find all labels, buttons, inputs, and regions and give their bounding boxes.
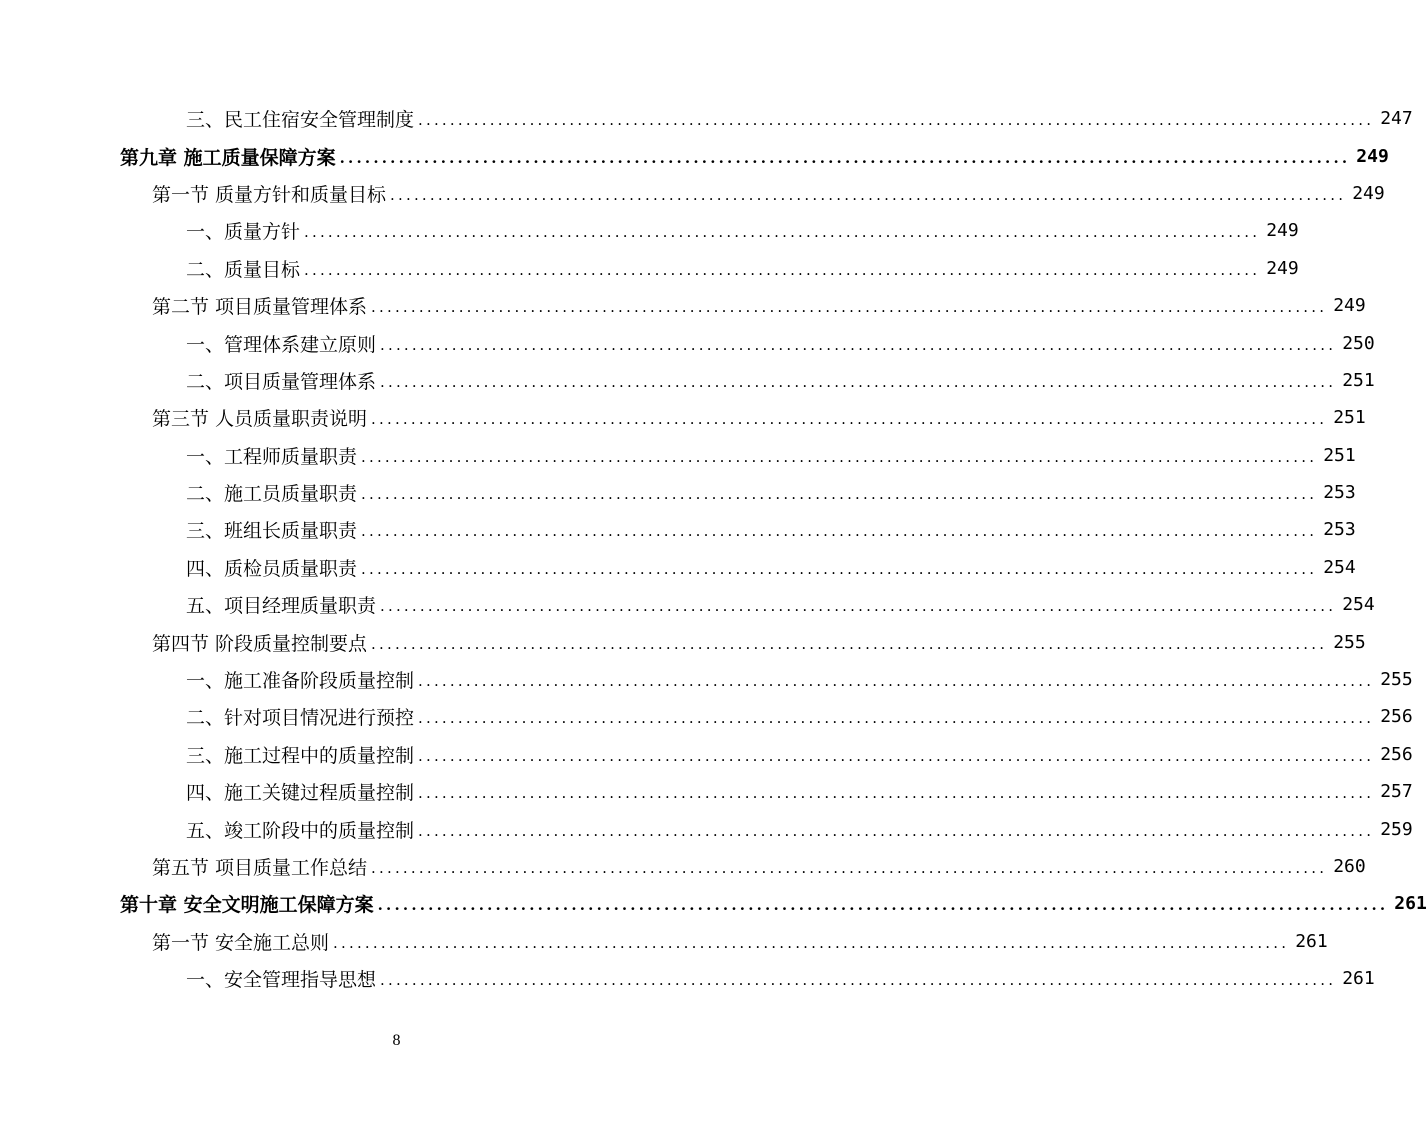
- dot-leader: ........................................................................................................................: [361, 522, 1318, 541]
- toc-entry-page: 249: [1260, 220, 1299, 241]
- toc-entry-page: 259: [1374, 819, 1413, 840]
- toc-entry-page: 249: [1260, 258, 1299, 279]
- toc-entry-section[interactable]: [152, 399, 1366, 436]
- toc-entry-label: 二、质量目标: [186, 255, 304, 282]
- toc-entry-section[interactable]: [152, 623, 1366, 660]
- dot-leader: ........................................................................................................................: [390, 185, 1347, 204]
- toc-entry-label: 一、安全管理指导思想: [186, 965, 380, 992]
- toc-entry-page: 260: [1327, 856, 1366, 877]
- toc-entry-page: 261: [1388, 893, 1427, 914]
- toc-entry-label: 二、项目质量管理体系: [186, 367, 380, 394]
- dot-leader: ........................................................................................................................: [371, 298, 1328, 317]
- dot-leader: ........................................................................................................................: [380, 597, 1337, 616]
- toc-entry-label: 一、管理体系建立原则: [186, 330, 380, 357]
- page-number: 8: [392, 1032, 401, 1049]
- toc-entry-page: 251: [1327, 407, 1366, 428]
- dot-leader: ........................................................................................................................: [418, 821, 1375, 840]
- toc-entry-item[interactable]: [186, 661, 1413, 698]
- table-of-contents: [0, 100, 1427, 997]
- toc-entry-page: 253: [1317, 482, 1356, 503]
- toc-entry-page: 249: [1346, 183, 1385, 204]
- toc-entry-item[interactable]: [186, 362, 1375, 399]
- toc-entry-label: 三、施工过程中的质量控制: [186, 741, 418, 768]
- toc-entry-label: 一、质量方针: [186, 217, 304, 244]
- toc-entry-page: 251: [1317, 445, 1356, 466]
- toc-entry-label: 第二节 项目质量管理体系: [152, 292, 371, 319]
- toc-entry-page: 261: [1289, 931, 1328, 952]
- toc-entry-section[interactable]: [152, 175, 1385, 212]
- toc-entry-page: 255: [1327, 632, 1366, 653]
- toc-entry-label: 四、施工关键过程质量控制: [186, 778, 418, 805]
- toc-entry-item[interactable]: [186, 511, 1356, 548]
- toc-entry-label: 第一节 安全施工总则: [152, 928, 333, 955]
- dot-leader: ........................................................................................................................: [418, 709, 1375, 728]
- dot-leader: ........................................................................................................................: [333, 933, 1290, 952]
- toc-entry-page: 257: [1374, 781, 1413, 802]
- toc-entry-label: 第一节 质量方针和质量目标: [152, 180, 390, 207]
- toc-entry-section[interactable]: [152, 923, 1328, 960]
- toc-entry-section[interactable]: [152, 848, 1366, 885]
- dot-leader: ........................................................................................................................: [371, 410, 1328, 429]
- toc-entry-label: 第四节 阶段质量控制要点: [152, 629, 371, 656]
- toc-entry-label: 第十章 安全文明施工保障方案: [120, 890, 378, 917]
- toc-entry-label: 第九章 施工质量保障方案: [120, 143, 340, 170]
- toc-entry-label: 一、施工准备阶段质量控制: [186, 666, 418, 693]
- toc-entry-page: 250: [1336, 333, 1375, 354]
- dot-leader: ........................................................................................................................: [418, 672, 1375, 691]
- toc-entry-item[interactable]: [186, 437, 1356, 474]
- toc-entry-page: 251: [1336, 370, 1375, 391]
- toc-entry-page: 249: [1350, 146, 1389, 167]
- dot-leader: ........................................................................................................................: [371, 859, 1328, 877]
- toc-entry-page: 253: [1317, 519, 1356, 540]
- toc-entry-item[interactable]: [186, 250, 1299, 287]
- dot-leader: ........................................................................................................................: [361, 485, 1318, 504]
- toc-entry-label: 二、针对项目情况进行预控: [186, 703, 418, 730]
- toc-entry-label: 五、项目经理质量职责: [186, 591, 380, 618]
- toc-entry-page: 261: [1336, 968, 1375, 989]
- dot-leader: ........................................................................................................................: [304, 260, 1261, 279]
- dot-leader: ........................................................................................................................: [380, 971, 1337, 990]
- toc-entry-label: 四、质检员质量职责: [186, 554, 361, 581]
- toc-entry-page: 256: [1374, 744, 1413, 765]
- toc-entry-page: 255: [1374, 669, 1413, 690]
- toc-entry-chapter[interactable]: [120, 137, 1389, 174]
- dot-leader: ........................................................................................................................: [361, 447, 1318, 466]
- toc-entry-label: 五、竣工阶段中的质量控制: [186, 816, 418, 843]
- toc-entry-item[interactable]: [186, 773, 1413, 810]
- toc-entry-item[interactable]: [186, 810, 1413, 847]
- dot-leader: ........................................................................................................................: [380, 372, 1337, 391]
- toc-entry-item[interactable]: [186, 736, 1413, 773]
- dot-leader: ........................................................................................................................: [418, 111, 1375, 130]
- toc-entry-label: 二、施工员质量职责: [186, 479, 361, 506]
- dot-leader: ........................................................................................................................: [377, 896, 1389, 915]
- dot-leader: ........................................................................................................................: [418, 746, 1375, 765]
- toc-entry-item[interactable]: [186, 324, 1375, 361]
- toc-entry-item[interactable]: [186, 474, 1356, 511]
- toc-entry-page: 256: [1374, 706, 1413, 727]
- toc-entry-page: 254: [1317, 557, 1356, 578]
- dot-leader: ........................................................................................................................: [361, 559, 1318, 578]
- dot-leader: ........................................................................................................................: [304, 223, 1261, 242]
- toc-entry-label: 三、民工住宿安全管理制度: [186, 105, 418, 132]
- dot-leader: ........................................................................................................................: [339, 148, 1351, 167]
- toc-entry-item[interactable]: [186, 960, 1375, 997]
- toc-entry-item[interactable]: [186, 698, 1413, 735]
- toc-entry-label: 一、工程师质量职责: [186, 442, 361, 469]
- toc-entry-page: 247: [1374, 108, 1413, 129]
- toc-entry-item[interactable]: [186, 586, 1375, 623]
- toc-entry-section[interactable]: [152, 287, 1366, 324]
- toc-entry-page: 249: [1327, 295, 1366, 316]
- toc-entry-label: 三、班组长质量职责: [186, 516, 361, 543]
- dot-leader: ........................................................................................................................: [418, 784, 1375, 803]
- toc-entry-label: 第五节 项目质量工作总结: [152, 853, 371, 880]
- toc-entry-item[interactable]: [186, 549, 1356, 586]
- toc-entry-page: 254: [1336, 594, 1375, 615]
- toc-entry-item[interactable]: [186, 212, 1299, 249]
- toc-entry-chapter[interactable]: [120, 885, 1427, 922]
- toc-entry-label: 第三节 人员质量职责说明: [152, 404, 371, 431]
- dot-leader: ........................................................................................................................: [380, 335, 1337, 354]
- dot-leader: ........................................................................................................................: [371, 634, 1328, 653]
- toc-entry-item[interactable]: [186, 100, 1413, 137]
